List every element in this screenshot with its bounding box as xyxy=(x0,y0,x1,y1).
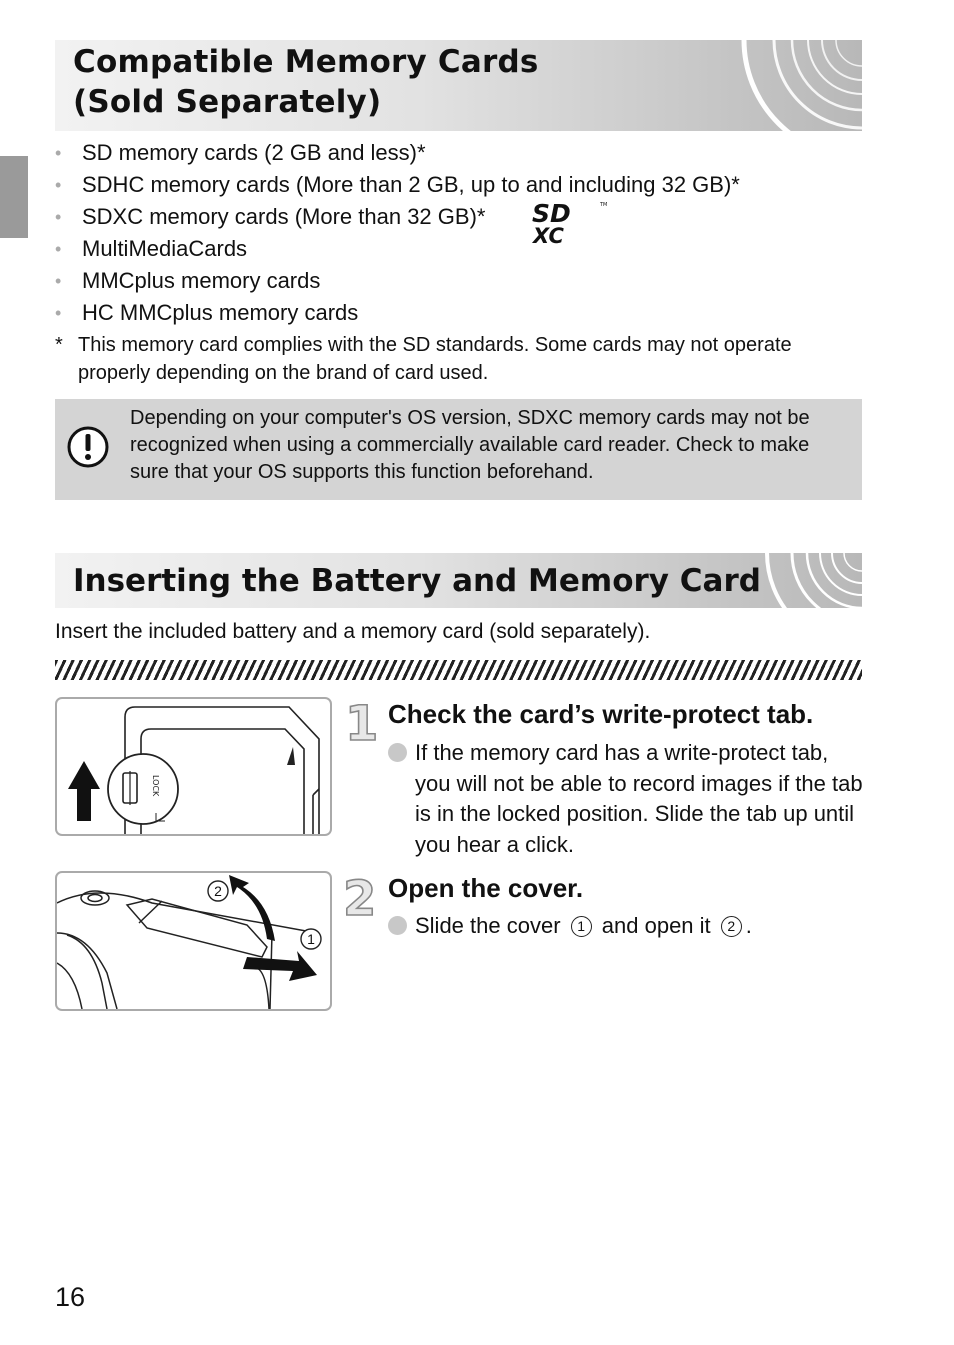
list-item: • HC MMCplus memory cards xyxy=(55,298,740,330)
section-banner-inserting xyxy=(55,553,862,608)
list-item: • MMCplus memory cards xyxy=(55,266,740,298)
step-title: Check the card’s write-protect tab. xyxy=(388,699,814,729)
section-title: Inserting the Battery and Memory Card xyxy=(73,563,761,599)
list-item: • SDHC memory cards (More than 2 GB, up to and including 32 GB)* xyxy=(55,170,740,202)
section-banner-compatible-cards xyxy=(55,40,862,131)
open-cover-figure xyxy=(55,871,332,1011)
decorative-rings-icon xyxy=(752,553,862,608)
section-side-tab xyxy=(0,156,28,238)
svg-text:2: 2 xyxy=(214,883,222,899)
svg-text:SD: SD xyxy=(532,200,571,228)
write-protect-figure xyxy=(55,697,332,836)
sdxc-logo-icon xyxy=(530,200,612,246)
svg-text:1: 1 xyxy=(307,931,315,947)
camera-cover-illustration xyxy=(57,873,330,1009)
page-number: 16 xyxy=(55,1282,86,1312)
svg-text:XC: XC xyxy=(533,224,564,246)
sd-card-illustration xyxy=(57,699,330,834)
caution-box xyxy=(55,399,862,500)
step-body-text xyxy=(415,911,868,942)
list-item: • MultiMediaCards xyxy=(55,234,740,266)
step-body xyxy=(388,738,868,860)
caution-text: Depending on your computer's OS version, SDXC memory cards may not be recognized when using a commercially available card reader. Check to make sure that your OS supports this function beforehand. xyxy=(130,407,810,483)
footnote-marker: * xyxy=(55,334,63,356)
marker-1-icon: 1 xyxy=(571,916,592,937)
step-number: 1 xyxy=(345,696,379,752)
bullet-icon xyxy=(388,743,407,762)
step-text-part: and open it xyxy=(601,913,711,938)
step-text-part: Slide the cover xyxy=(415,913,561,938)
svg-text:LOCK: LOCK xyxy=(151,775,160,797)
section-title-line1: Compatible Memory Cards xyxy=(73,44,539,80)
bullet-icon xyxy=(388,916,407,935)
caution-icon xyxy=(66,425,110,469)
step-number: 2 xyxy=(343,871,377,927)
decorative-rings-icon xyxy=(737,40,862,131)
intro-text: Insert the included battery and a memory card (sold separately). xyxy=(55,620,651,643)
footnote-text: This memory card complies with the SD standards. Some cards may not operate properly depending on the brand of card used. xyxy=(78,334,792,384)
step-body-text: If the memory card has a write-protect tab, you will not be able to record images if the tab is in the locked position. Slide the tab up until you hear a click. xyxy=(415,740,863,857)
footnote xyxy=(55,331,815,387)
step-text-part: . xyxy=(745,913,752,938)
compatible-cards-list xyxy=(55,138,740,330)
step-title: Open the cover. xyxy=(388,873,584,903)
svg-text:TM: TM xyxy=(600,202,608,208)
step-body xyxy=(388,911,868,942)
list-item: • SD memory cards (2 GB and less)* xyxy=(55,138,740,170)
marker-2-icon: 2 xyxy=(721,916,742,937)
list-item: • SDXC memory cards (More than 32 GB)* xyxy=(55,202,740,234)
section-title-line2: (Sold Separately) xyxy=(73,84,382,120)
hatch-divider xyxy=(55,660,862,680)
section-title xyxy=(73,40,539,122)
